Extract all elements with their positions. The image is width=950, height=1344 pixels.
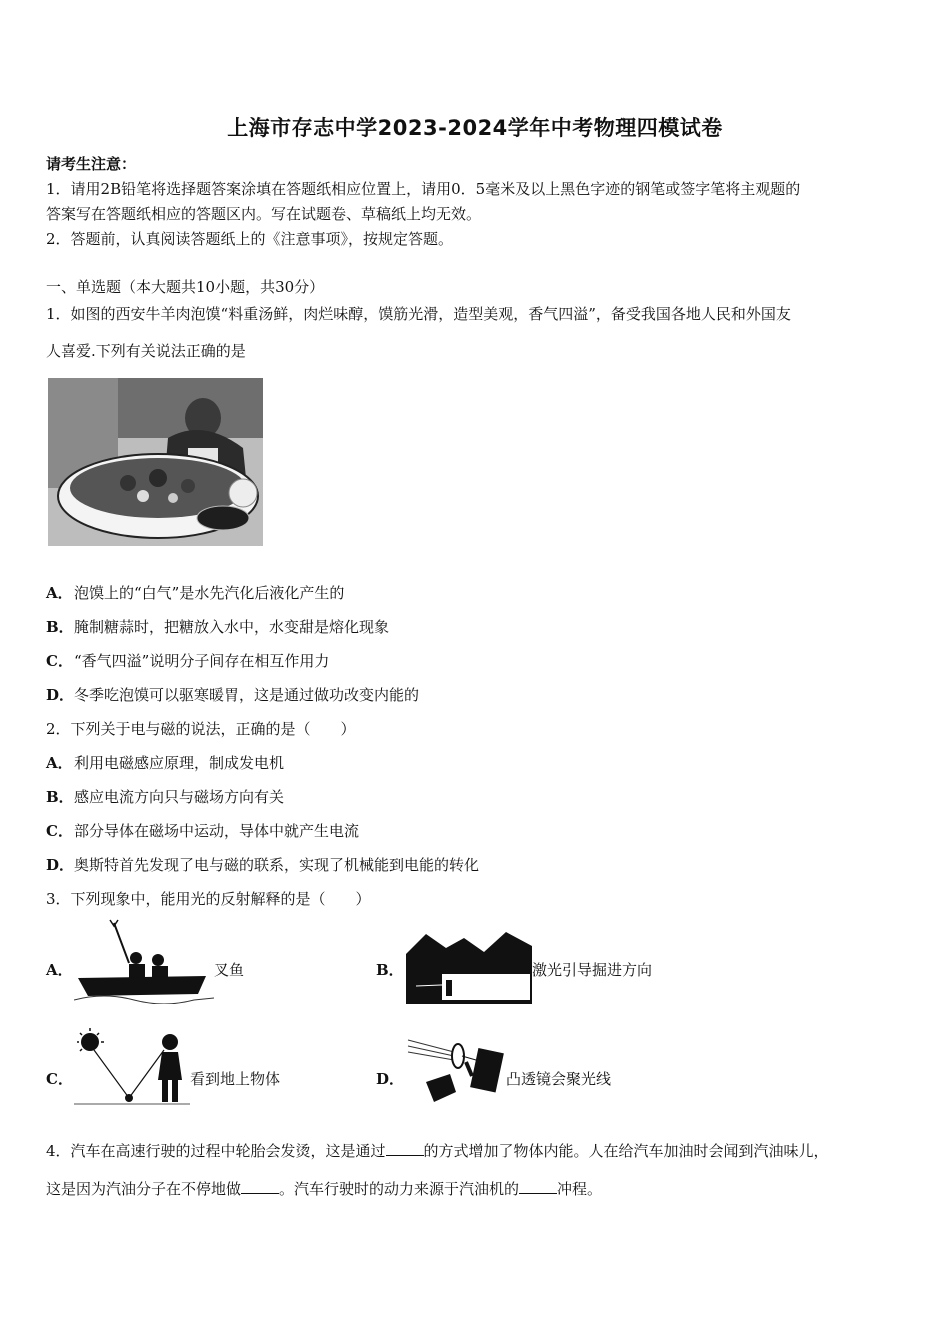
q4-line-2-part-c: 冲程。 [557,1180,603,1198]
q1-option-c-label: C． [46,652,73,670]
q1-option-a-text: 泡馍上的“白气”是水先汽化后液化产生的 [74,584,345,602]
q4-line-2-part-b: 。汽车行驶时的动力来源于汽油机的 [279,1180,520,1198]
q3-stem: 3．下列现象中，能用光的反射解释的是（ ） [46,890,371,908]
q3-option-b-text: 激光引导掘进方向 [532,961,653,979]
q2-option-d-text: 奥斯特首先发现了电与磁的联系，实现了机械能到电能的转化 [74,856,480,874]
q3-option-a-image [74,918,214,1004]
q4-blank-3[interactable] [519,1179,557,1194]
q1-option-c-text: “香气四溢”说明分子间存在相互作用力 [74,652,330,670]
q4-line-2-part-a: 这是因为汽油分子在不停地做 [46,1180,242,1198]
q1-option-b-text: 腌制糖蒜时，把糖放入水中，水变甜是熔化现象 [74,618,390,636]
q3-option-c-text: 看到地上物体 [190,1070,281,1088]
q4-line-2 [46,1178,602,1199]
q1-option-b-label: B． [46,618,74,636]
notice-item-1-line-1: 1．请用2B铅笔将选择题答案涂填在答题纸相应位置上，请用0．5毫米及以上黑色字迹的钢笔或签字笔将主观题的 [46,180,801,198]
q2-option-d-label: D． [46,856,75,874]
q1-option-d-label: D． [46,686,75,704]
q3-option-b-image [406,924,532,1004]
q4-blank-1[interactable] [386,1141,424,1156]
q4-line-1 [46,1140,829,1161]
q3-option-c-image [74,1028,190,1108]
q3-option-d-label: D． [376,1070,405,1088]
q2-option-b-label: B． [46,788,74,806]
q4-line-1-part-b: 的方式增加了物体内能。人在给汽车加油时会闻到汽油味儿， [423,1142,829,1160]
q3-option-c-label: C． [46,1070,73,1088]
notice-item-1-line-2: 答案写在答题纸相应的答题区内。写在试题卷、草稿纸上均无效。 [46,205,482,223]
q1-stem-line-2: 人喜爱.下列有关说法正确的是 [46,342,246,360]
q1-stem-line-1: 1．如图的西安牛羊肉泡馍“料重汤鲜，肉烂味醇，馍筋光滑，造型美观，香气四溢”，备受我国各地人民和外国友 [46,305,791,323]
notice-item-2: 2．答题前，认真阅读答题纸上的《注意事项》，按规定答题。 [46,230,454,248]
page-title: 上海市存志中学2023-2024学年中考物理四模试卷 [227,116,723,140]
q2-stem: 2．下列关于电与磁的说法，正确的是（ ） [46,720,356,738]
notice-heading: 请考生注意： [46,155,137,173]
q3-option-b-label: B． [376,961,404,979]
q1-option-d-text: 冬季吃泡馍可以驱寒暖胃，这是通过做功改变内能的 [74,686,420,704]
q2-option-b-text: 感应电流方向只与磁场方向有关 [74,788,285,806]
q4-line-1-part-a: 4．汽车在高速行驶的过程中轮胎会发烫，这是通过 [46,1142,386,1160]
q1-option-a-label: A． [46,584,73,602]
q3-option-d-text: 凸透镜会聚光线 [506,1070,612,1088]
q1-paomo-image [48,378,263,546]
q2-option-a-text: 利用电磁感应原理，制成发电机 [74,754,285,772]
section-heading: 一、单选题（本大题共10小题，共30分） [46,278,325,296]
q3-option-d-image [406,1032,506,1108]
q2-option-a-label: A． [46,754,73,772]
q2-option-c-text: 部分导体在磁场中运动，导体中就产生电流 [74,822,360,840]
q4-blank-2[interactable] [241,1179,279,1194]
q3-option-a-text: 叉鱼 [214,961,245,979]
q3-option-a-label: A． [46,961,73,979]
q2-option-c-label: C． [46,822,73,840]
